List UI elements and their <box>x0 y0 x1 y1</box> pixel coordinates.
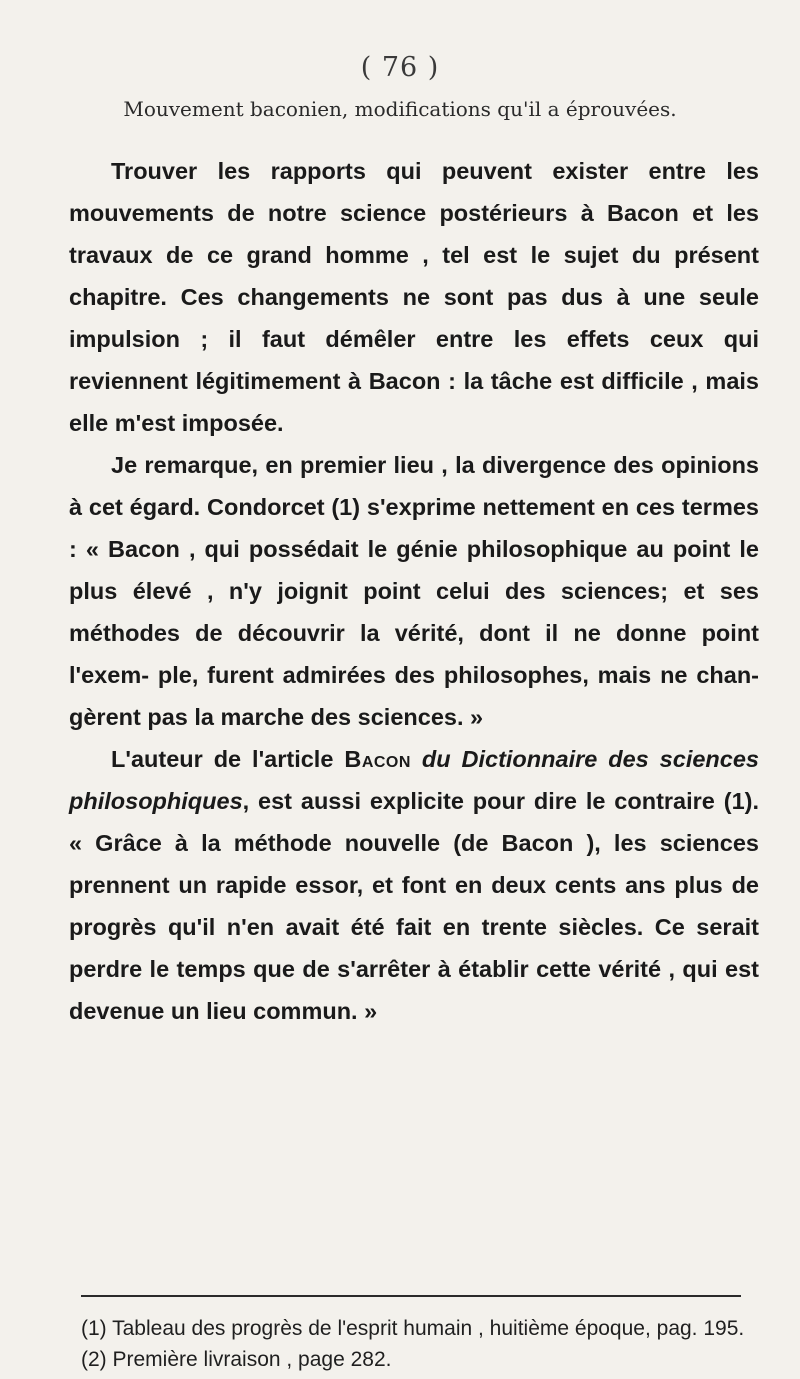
footnote-1: (1) Tableau des progrès de l'esprit humain , huitième époque, pag. 195. <box>81 1317 745 1340</box>
paragraph-3-end: , est aussi explicite pour dire le contraire (1). « Grâce à la méthode nouvelle (de Bacon ), les sciences prennent un rapide essor, et font en deux cents ans plus de progrès qu'il n'en avait été fait en trente siècles. Ce serait perdre le temps que de s'arrêter à établir cette vérité , qui est devenue un lieu commun. » <box>69 788 759 1024</box>
page-number: ( 76 ) <box>360 52 440 83</box>
footnotes <box>81 1313 761 1375</box>
dictionary-title-italic: du Dictionnaire des sciences philosophiques <box>69 746 759 814</box>
footnote-divider <box>81 1295 741 1297</box>
running-head: Mouvement baconien, modifications qu'il a éprouvées. <box>123 97 677 121</box>
paragraph-2: Je remarque, en premier lieu , la divergence des opinions à cet égard. Condorcet (1) s'exprime nettement en ces termes : « Bacon , qui possédait le génie philosophique au point le plus élevé , n'y joignit point celui des sciences; et ses méthodes de découvrir la vérité, dont il ne donne point l'exem- ple, furent admirées des philosophes, mais ne chan- gèrent pas la marche des sciences. » <box>69 452 759 730</box>
paragraph-3-start: L'auteur de l'article <box>111 746 345 772</box>
footnote-2: (2) Première livraison , page 282. <box>81 1348 392 1371</box>
bacon-smallcaps: Bacon <box>344 746 411 772</box>
body-text <box>69 150 759 1032</box>
paragraph-3 <box>69 738 759 1032</box>
paragraph-1: Trouver les rapports qui peuvent exister entre les mouvements de notre science postérieurs à Bacon et les travaux de ce grand homme , tel est le sujet du présent chapitre. Ces changements ne sont pas dus à une seule impulsion ; il faut démêler entre les effets ceux qui reviennent légitimement à Bacon : la tâche est difficile , mais elle m'est imposée. <box>69 158 759 436</box>
